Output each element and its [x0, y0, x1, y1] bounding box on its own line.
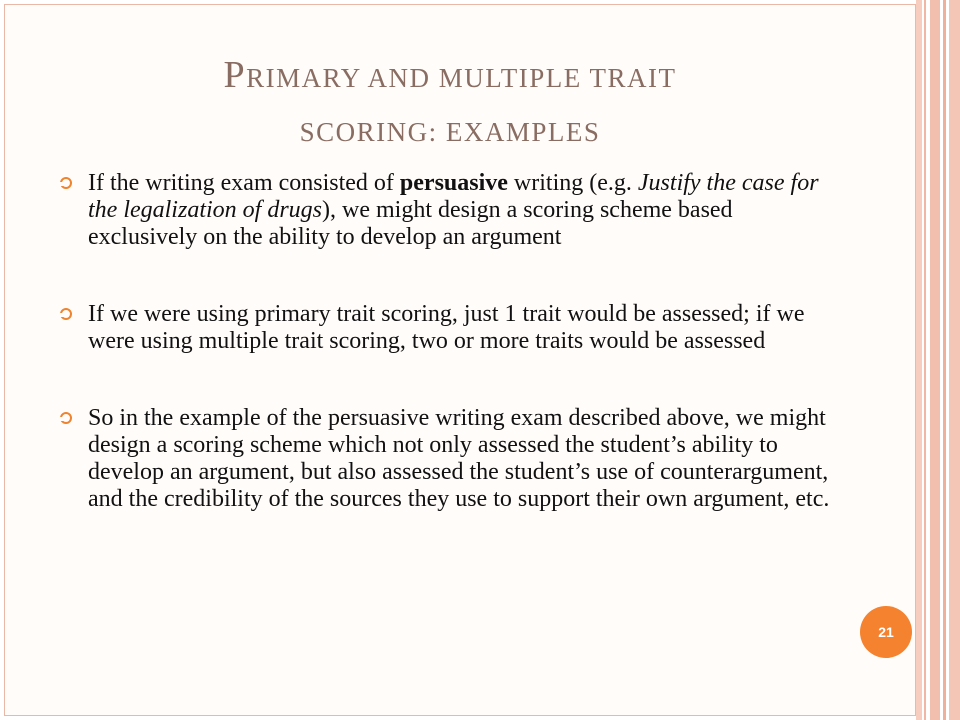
bullet-marker-icon — [60, 412, 72, 424]
bullet-text-part: writing (e.g. — [507, 170, 638, 196]
page-number-badge: 21 — [860, 606, 912, 658]
bullet-list — [60, 170, 835, 513]
title-line-1 — [90, 48, 810, 105]
bullet-bold-term: persuasive — [399, 170, 508, 196]
bullet-marker-icon — [60, 308, 72, 320]
title-line-2: SCORING: EXAMPLES — [299, 117, 601, 147]
bullet-text: So in the example of the persuasive writing exam described above, we might design a scoring scheme which not only assessed the student’s ability to develop an argument, but also assessed the student’s use of counterargument, and the credibility of the sources they use to support their own argument, etc. — [88, 405, 835, 512]
decorative-stripes — [916, 0, 960, 720]
stripe — [924, 0, 926, 720]
title-line-1-rest: RIMARY AND MULTIPLE TRAIT — [246, 63, 677, 93]
bullet-text: If we were using primary trait scoring, just 1 trait would be assessed; if we were using multiple trait scoring, two or more traits would be assessed — [88, 301, 811, 354]
stripe — [916, 0, 922, 720]
stripe — [949, 0, 960, 720]
stripe — [930, 0, 940, 720]
stripe — [943, 0, 946, 720]
bullet-item — [60, 170, 830, 251]
bullet-item — [60, 301, 830, 355]
bullet-italic-example: Justify the case for the legalization of drugs — [88, 170, 825, 223]
bullet-text-part: ), we might design a scoring scheme based exclusively on the ability to develop an argument — [88, 197, 739, 250]
bullet-text — [88, 170, 825, 250]
bullet-item — [60, 405, 835, 513]
slide-title — [90, 48, 810, 159]
title-initial: P — [223, 54, 247, 96]
bullet-text-part: If the writing exam consisted of — [88, 170, 400, 196]
bullet-marker-icon — [60, 177, 72, 189]
